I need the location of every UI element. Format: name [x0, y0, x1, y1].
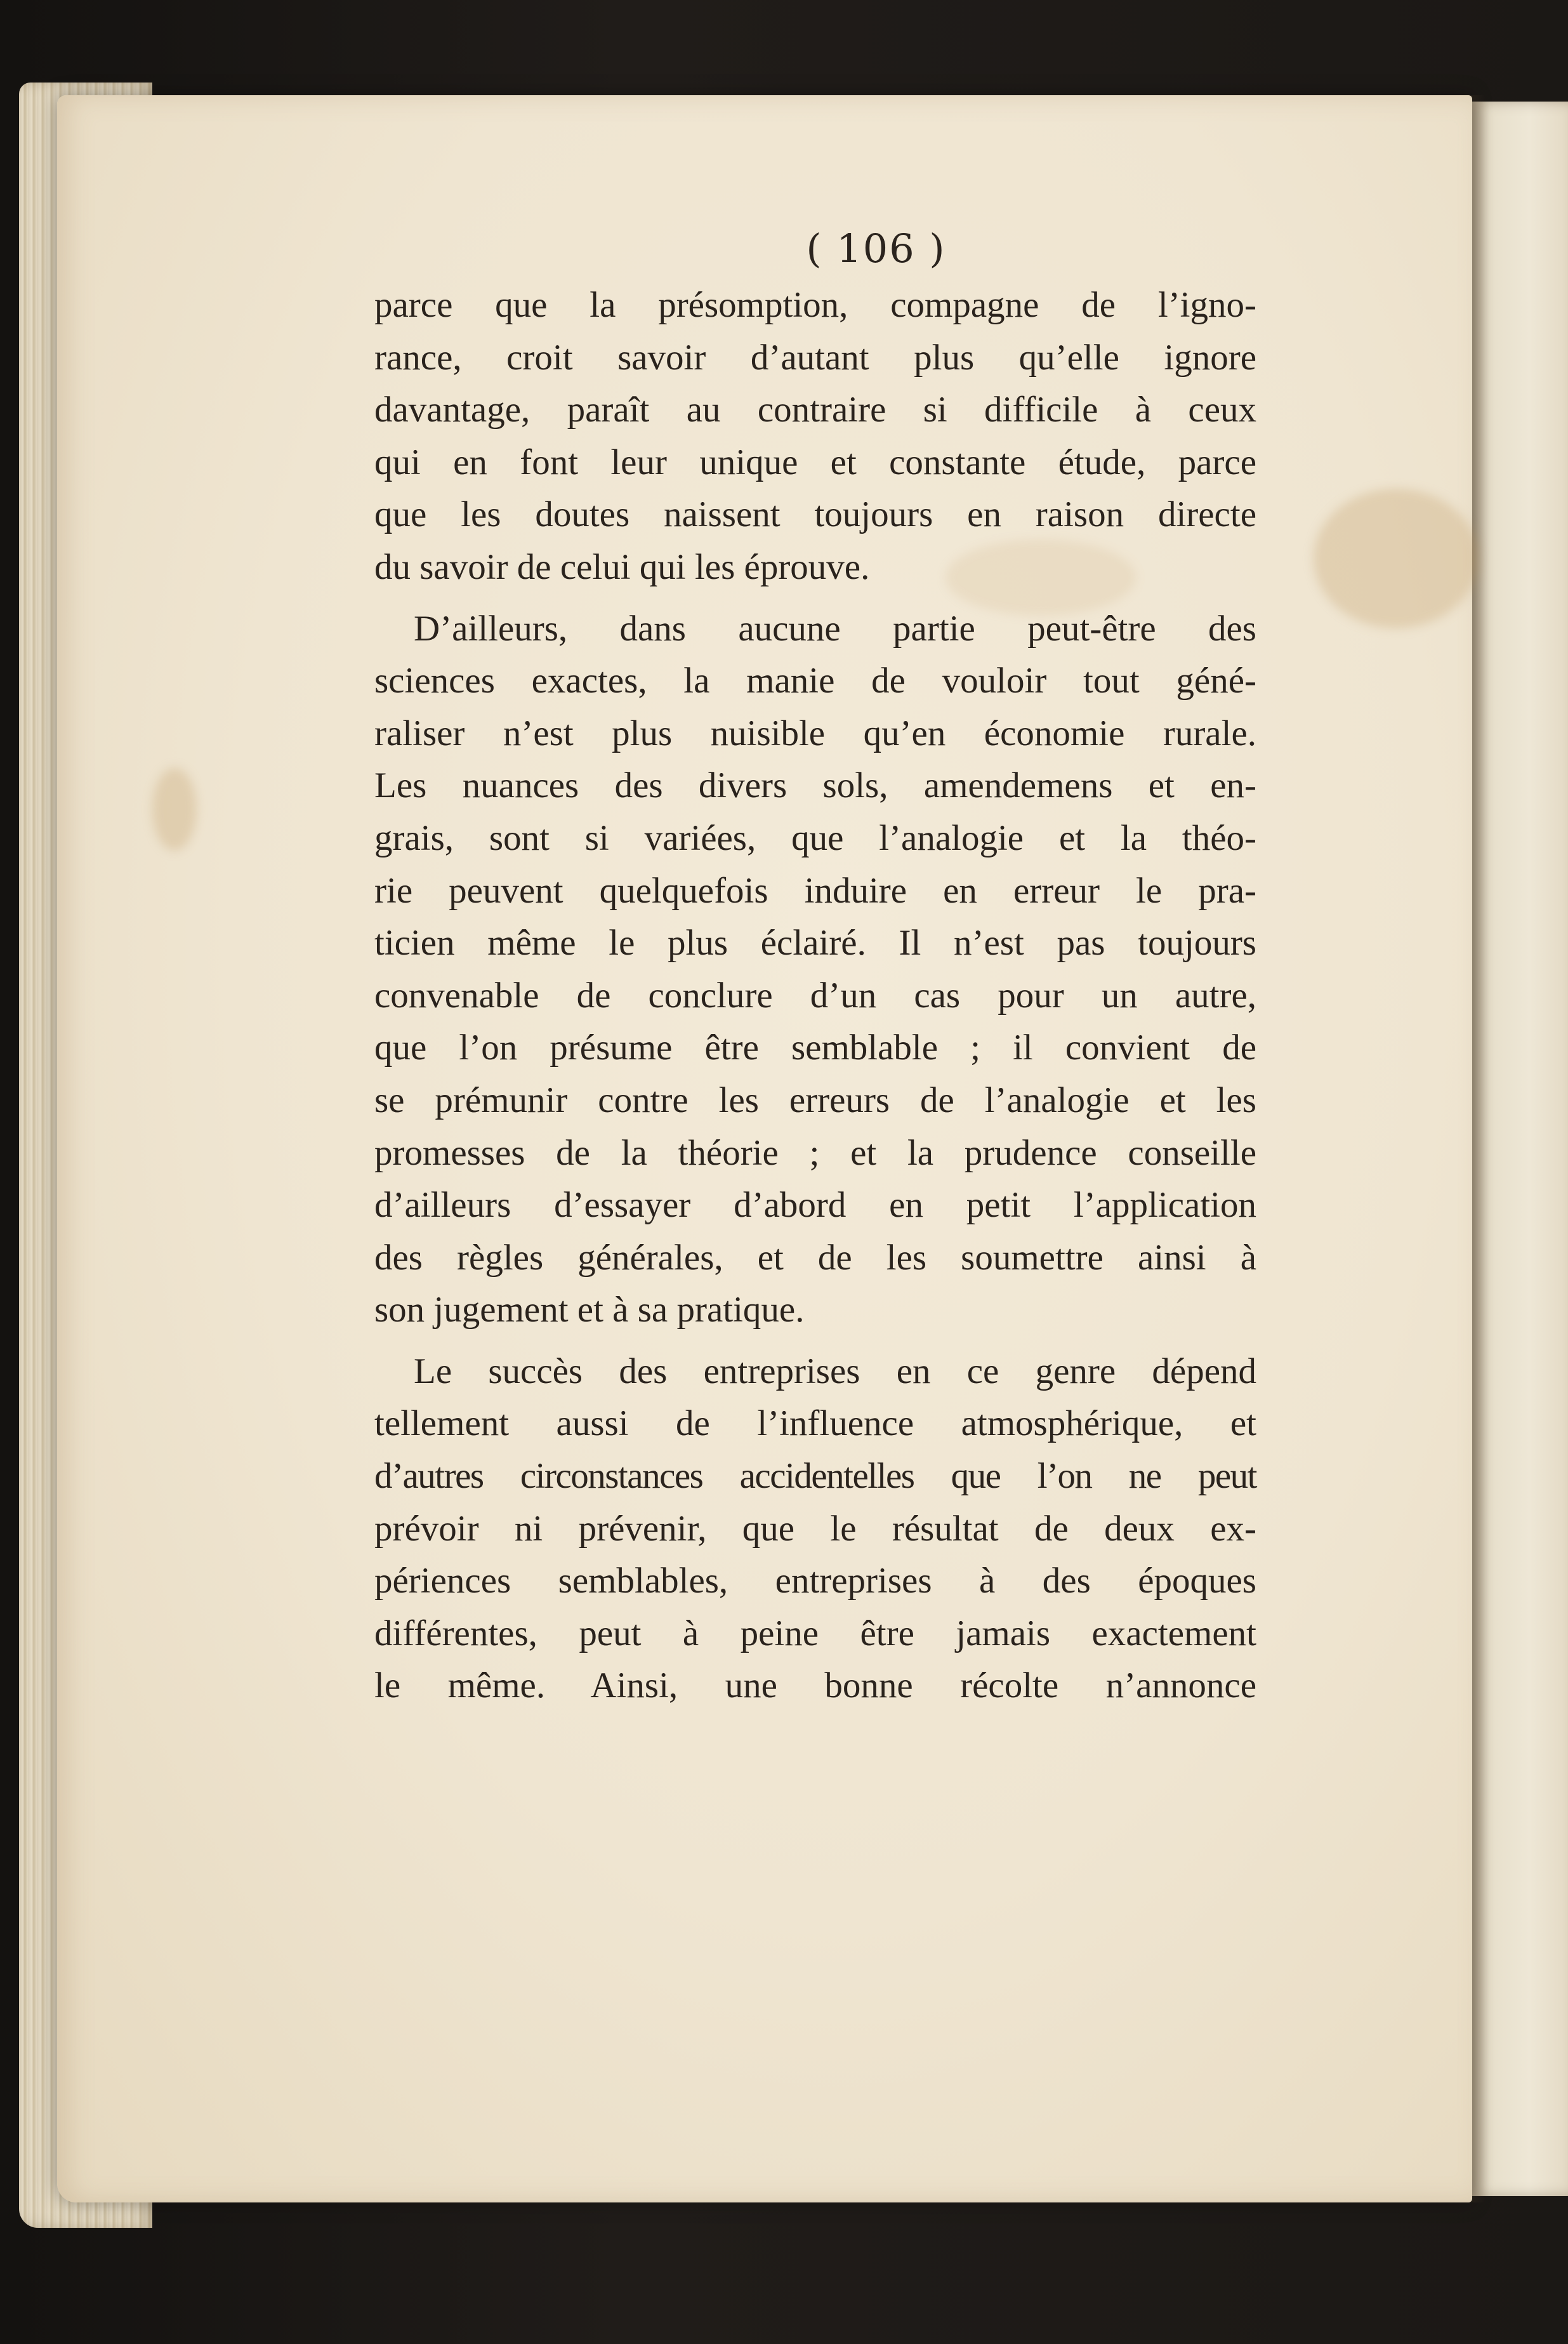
- text-line: tellement aussi de l’influence atmosphérique, et: [374, 1403, 1256, 1444]
- text-line: se prémunir contre les erreurs de l’analogie et les: [374, 1080, 1256, 1120]
- text-line: des règles générales, et de les soumettre ainsi à: [374, 1237, 1256, 1278]
- text-line: que l’on présume être semblable ; il convient de: [374, 1028, 1256, 1068]
- text-line: le même. Ainsi, une bonne récolte n’annonce: [374, 1665, 1256, 1706]
- text-line: périences semblables, entreprises à des époques: [374, 1561, 1256, 1601]
- text-line: parce que la présomption, compagne de l’igno-: [374, 285, 1256, 325]
- paragraph-2: [374, 603, 1256, 1337]
- paper-stain: [152, 768, 197, 851]
- paragraph-1: [374, 279, 1256, 594]
- text-line: son jugement et à sa pratique.: [374, 1290, 805, 1330]
- text-line: grais, sont si variées, que l’analogie et la théo-: [374, 818, 1256, 858]
- text-line: convenable de conclure d’un cas pour un autre,: [374, 975, 1256, 1016]
- text-line: Les nuances des divers sols, amendemens et en-: [374, 765, 1256, 806]
- text-line: rie peuvent quelquefois induire en erreur le pra-: [374, 870, 1256, 911]
- text-line: davantage, paraît au contraire si difficile à ceux: [374, 390, 1256, 430]
- text-line: rance, croit savoir d’autant plus qu’elle ignore: [374, 337, 1256, 378]
- paragraph-3: [374, 1346, 1256, 1712]
- page-number: ( 106 ): [806, 225, 946, 272]
- text-line: Le succès des entreprises en ce genre dépend: [414, 1351, 1256, 1391]
- text-line: raliser n’est plus nuisible qu’en économie rurale.: [374, 713, 1256, 753]
- text-line: d’ailleurs d’essayer d’abord en petit l’application: [374, 1185, 1256, 1226]
- text-line: ticien même le plus éclairé. Il n’est pas toujours: [374, 923, 1256, 963]
- text-line: que les doutes naissent toujours en raison directe: [374, 494, 1256, 535]
- text-line: prévoir ni prévenir, que le résultat de deux ex-: [374, 1508, 1256, 1549]
- paper-stain: [1314, 489, 1479, 628]
- text-line: promesses de la théorie ; et la prudence conseille: [374, 1132, 1256, 1173]
- text-line: D’ailleurs, dans aucune partie peut-être des: [414, 608, 1256, 649]
- text-line: sciences exactes, la manie de vouloir tout géné-: [374, 661, 1256, 701]
- facing-page-edge: [1472, 102, 1568, 2196]
- text-line: du savoir de celui qui les éprouve.: [374, 546, 870, 587]
- text-line: d’autres circonstances accidentelles que l’on ne peut: [374, 1456, 1256, 1497]
- text-line: qui en font leur unique et constante étude, parce: [374, 442, 1256, 482]
- text-line: différentes, peut à peine être jamais exactement: [374, 1613, 1256, 1653]
- body-text: [374, 279, 1256, 1712]
